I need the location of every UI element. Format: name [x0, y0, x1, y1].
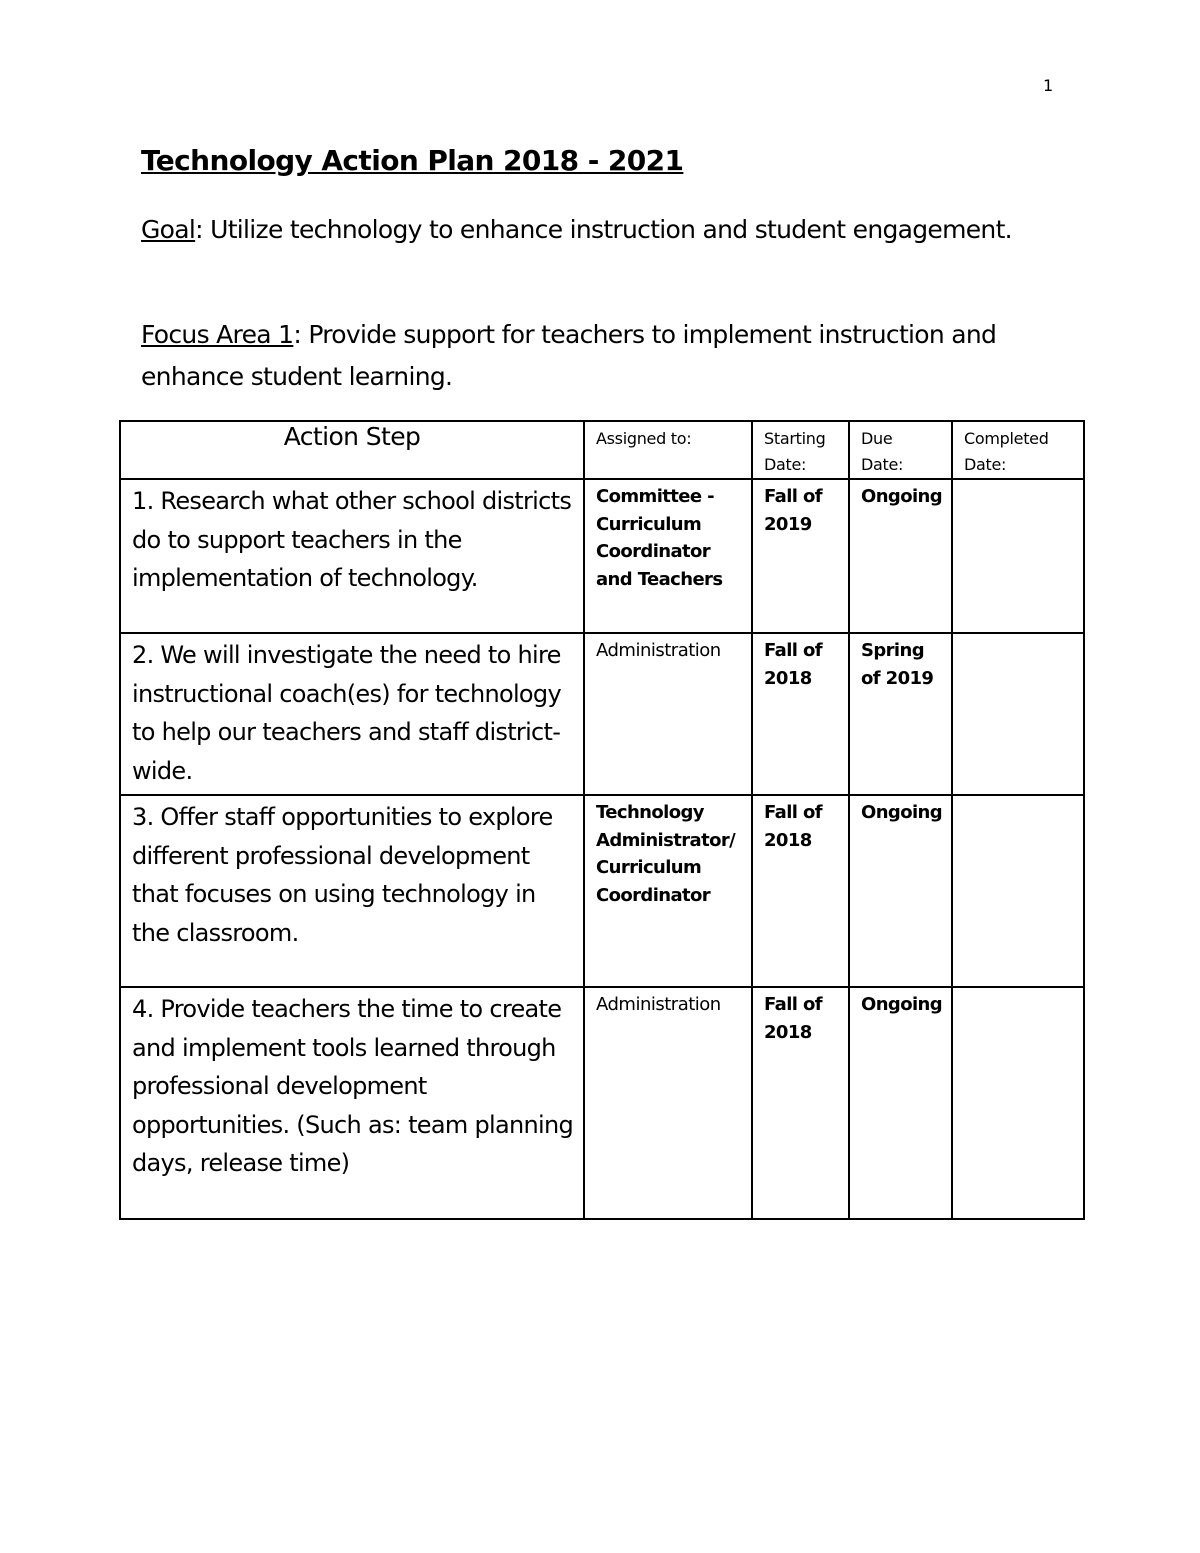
assigned-to-value: Technology Administrator/ Curriculum Coordinator — [596, 802, 736, 906]
due-date-value: Ongoing — [861, 486, 943, 507]
due-date-cell — [849, 987, 952, 1219]
starting-date-value: Fall of 2018 — [764, 994, 822, 1043]
header-starting-date — [752, 421, 849, 479]
assigned-to-cell — [584, 633, 752, 795]
document-title: Technology Action Plan 2018 - 2021 — [141, 144, 684, 177]
starting-date-cell — [752, 479, 849, 633]
action-step-cell: 2. We will investigate the need to hire instructional coach(es) for technology to help our teachers and staff district-wide. — [120, 633, 584, 795]
focus-area-paragraph — [141, 314, 1041, 398]
goal-paragraph — [141, 209, 1041, 251]
assigned-to-value: Administration — [596, 640, 721, 661]
assigned-to-cell — [584, 479, 752, 633]
starting-date-value: Fall of 2018 — [764, 640, 822, 689]
starting-date-value: Fall of 2018 — [764, 802, 822, 851]
table-row — [120, 633, 1084, 795]
due-date-value: Ongoing — [861, 802, 943, 823]
header-assigned-to — [584, 421, 752, 479]
assigned-to-cell — [584, 987, 752, 1219]
action-step-cell: 3. Offer staff opportunities to explore different professional development that focuses on using technology in the classroom. — [120, 795, 584, 987]
due-date-value: Spring of 2019 — [861, 640, 934, 689]
goal-label: Goal — [141, 215, 196, 244]
header-due-date-label: Due Date: — [861, 429, 904, 474]
action-plan-table — [119, 420, 1085, 1220]
header-assigned-to-label: Assigned to: — [596, 429, 692, 448]
completed-date-cell — [952, 987, 1084, 1219]
table-row — [120, 795, 1084, 987]
due-date-cell — [849, 795, 952, 987]
assigned-to-value: Committee - Curriculum Coordinator and Teachers — [596, 486, 723, 590]
focus-area-text: : Provide support for teachers to implement instruction and enhance student learning. — [141, 320, 997, 391]
page-number: 1 — [1043, 76, 1054, 95]
table-header-row — [120, 421, 1084, 479]
starting-date-cell — [752, 795, 849, 987]
assigned-to-cell — [584, 795, 752, 987]
focus-area-label: Focus Area 1 — [141, 320, 294, 349]
table-row — [120, 479, 1084, 633]
due-date-cell — [849, 633, 952, 795]
completed-date-cell — [952, 633, 1084, 795]
starting-date-cell — [752, 633, 849, 795]
header-completed-date — [952, 421, 1084, 479]
table-row — [120, 987, 1084, 1219]
header-starting-date-label: Starting Date: — [764, 429, 826, 474]
assigned-to-value: Administration — [596, 994, 721, 1015]
goal-text: : Utilize technology to enhance instruction and student engagement. — [195, 215, 1012, 244]
due-date-value: Ongoing — [861, 994, 943, 1015]
header-due-date — [849, 421, 952, 479]
action-step-cell: 1. Research what other school districts do to support teachers in the implementation of technology. — [120, 479, 584, 633]
completed-date-cell — [952, 479, 1084, 633]
due-date-cell — [849, 479, 952, 633]
header-action-step: Action Step — [120, 421, 584, 479]
action-step-cell: 4. Provide teachers the time to create and implement tools learned through professional development opportunities. (Such as: team planning days, release time) — [120, 987, 584, 1219]
header-completed-date-label: Completed Date: — [964, 429, 1049, 474]
starting-date-value: Fall of 2019 — [764, 486, 822, 535]
completed-date-cell — [952, 795, 1084, 987]
starting-date-cell — [752, 987, 849, 1219]
